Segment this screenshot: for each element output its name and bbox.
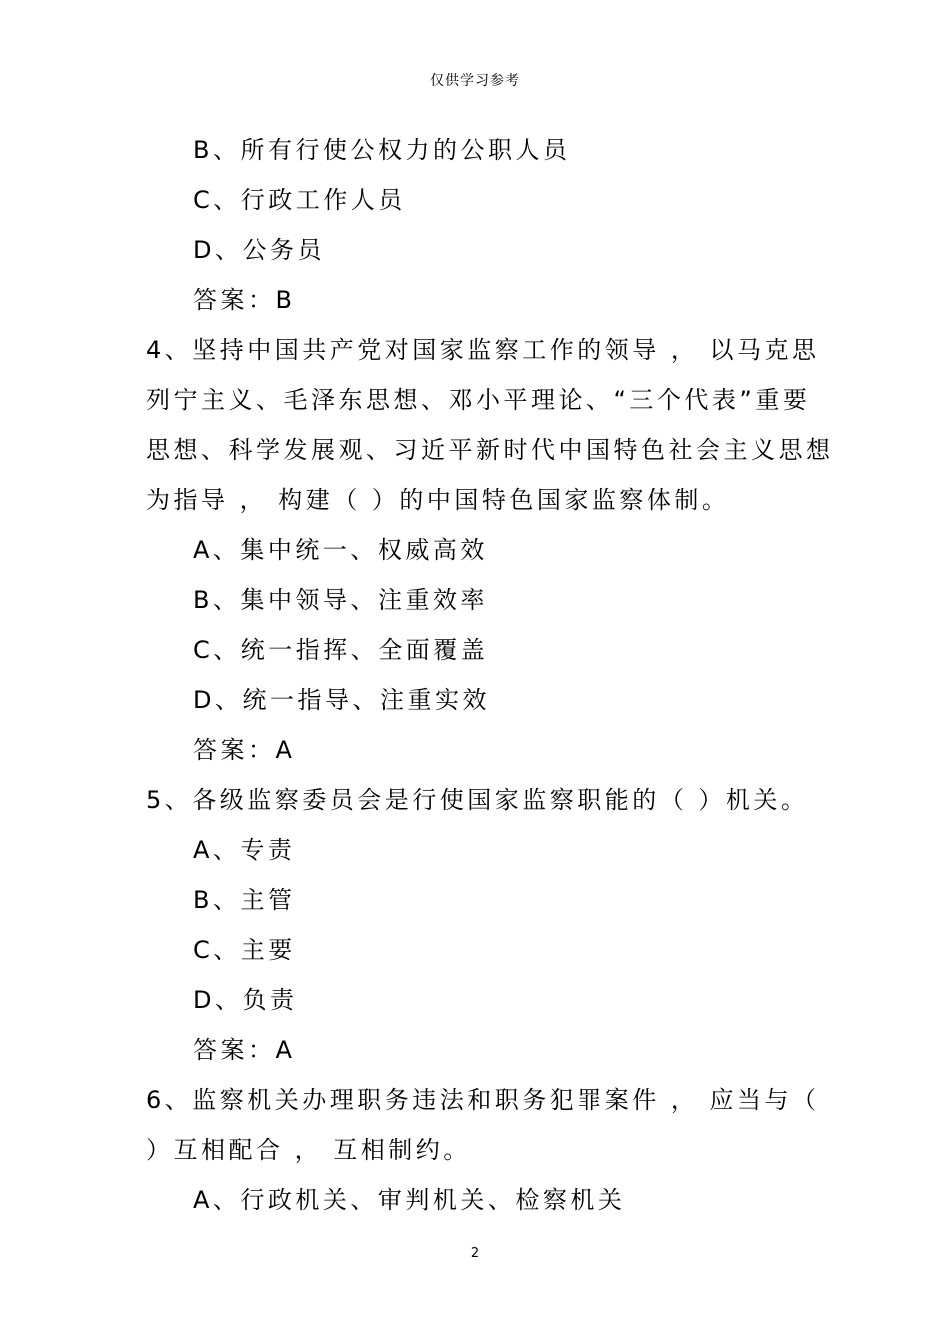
answer-line: 答案：A	[193, 736, 296, 764]
question-line: 4、坚持中国共产党对国家监察工作的领导 ， 以马克思	[146, 336, 820, 364]
option-line: A、行政机关、审判机关、检察机关	[193, 1186, 626, 1214]
option-line: B、集中领导、注重效率	[193, 586, 488, 614]
option-line: A、专责	[193, 836, 296, 864]
page-header: 仅供学习参考	[430, 73, 520, 89]
question-line: 6、监察机关办理职务违法和职务犯罪案件 ， 应当与（	[146, 1086, 820, 1114]
option-line: C、行政工作人员	[193, 186, 406, 214]
question-line: 思想、科学发展观、习近平新时代中国特色社会主义思想	[146, 436, 834, 464]
option-line: D、公务员	[193, 236, 325, 264]
option-line: D、负责	[193, 986, 298, 1014]
option-line: C、统一指挥、全面覆盖	[193, 636, 489, 664]
question-line: 列宁主义、毛泽东思想、邓小平理论、“三个代表”重要	[146, 386, 811, 414]
option-line: A、集中统一、权威高效	[193, 536, 488, 564]
option-line: B、所有行使公权力的公职人员	[193, 136, 571, 164]
question-line: ）互相配合 ， 互相制约。	[146, 1136, 471, 1164]
option-line: C、主要	[193, 936, 296, 964]
question-line: 为指导 ， 构建（ ）的中国特色国家监察体制。	[146, 486, 730, 514]
answer-line: 答案：A	[193, 1036, 296, 1064]
option-line: D、统一指导、注重实效	[193, 686, 490, 714]
option-line: B、主管	[193, 886, 296, 914]
page-number: 2	[470, 1246, 480, 1261]
question-line: 5、各级监察委员会是行使国家监察职能的（ ）机关。	[146, 786, 809, 814]
answer-line: 答案：B	[193, 286, 296, 314]
